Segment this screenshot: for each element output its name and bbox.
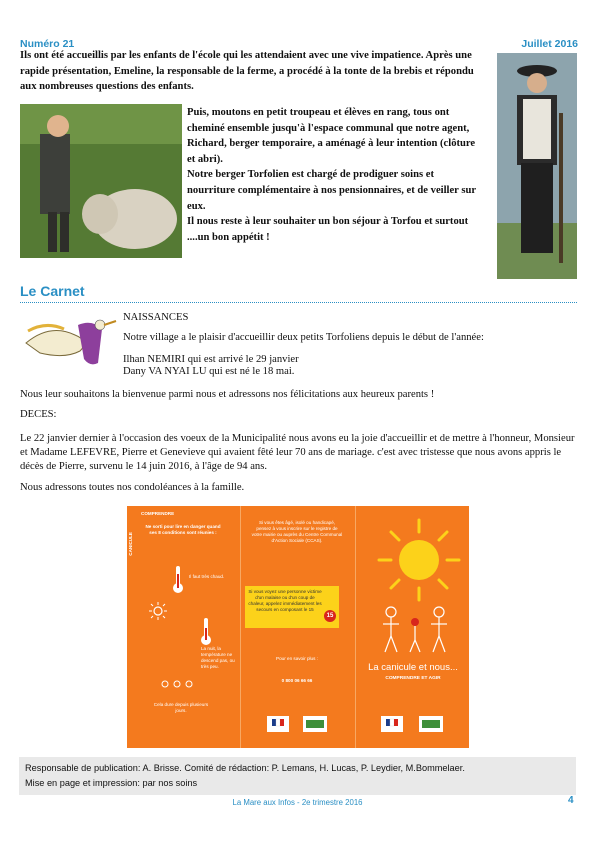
shepherd-photo xyxy=(497,53,577,279)
brochure-fold xyxy=(355,506,356,748)
brochure-middle-text: Si vous êtes âgé, isolé ou handicapé, pensez à vous inscrire sur le registre de votre mairie ou auprès du Centre Communal d'Action Sociale (CCAS). xyxy=(251,520,343,543)
brochure-note-heat: Il faut très chaud. xyxy=(189,574,225,579)
shepherd-line: Il nous reste à leur souhaiter un bon séjour à Torfou et surtout xyxy=(187,216,469,228)
family-illustration xyxy=(375,602,455,663)
brochure-fold xyxy=(240,506,241,748)
thermometer-icon xyxy=(171,564,185,599)
inpes-logo xyxy=(303,716,327,732)
sun-icon xyxy=(149,602,167,625)
shepherd-line: nourriture complémentaire à nos pensionnaires, et de veiller sur xyxy=(187,184,477,196)
shepherd-line: et abri). xyxy=(187,153,223,165)
intro-paragraph: Ils ont été accueillis par les enfants de l'école qui les attendaient avec une vive impatience. Après une rapide présentation, Emeline, la responsable de la ferme, a procédé à la tonte de la brebis et répondu aux nombreuses questions des enfants. xyxy=(20,50,474,93)
issue-date: Juillet 2016 xyxy=(521,38,578,50)
birth-entry: Ilhan NEMIRI qui est arrivé le 29 janvier xyxy=(123,354,299,365)
brochure-note-duration: Cela dure depuis plusieurs jours. xyxy=(153,702,209,713)
section-title-carnet: Le Carnet xyxy=(20,283,85,299)
republique-logo xyxy=(381,716,403,732)
section-divider xyxy=(20,302,577,303)
canicule-brochure xyxy=(127,506,469,748)
emergency-number: 15 xyxy=(324,610,336,622)
inpes-logo xyxy=(419,716,443,732)
shepherd-line: ....un bon appétit ! xyxy=(187,231,270,243)
congratulations-text: Nous leur souhaitons la bienvenue parmi nous et adressons nos félicitations aux heureux parents ! xyxy=(20,389,435,400)
brochure-more-info: Pour en savoir plus : xyxy=(276,656,318,661)
shepherd-line: cheminé ensemble jusqu'à l'espace communal que notre agent, xyxy=(187,122,470,134)
brochure-side-label: CANICULE xyxy=(128,532,133,556)
page-number: 4 xyxy=(568,795,574,806)
stork-clipart xyxy=(20,313,120,367)
sun-icon xyxy=(157,674,197,699)
shepherd-line: Richard, berger temporaire, a aménagé à leur intention (clôture xyxy=(187,138,476,150)
brochure-phone: 0 800 06 66 66 xyxy=(281,678,313,683)
naissances-heading: NAISSANCES xyxy=(123,312,189,323)
shepherd-line: eux. xyxy=(187,200,206,212)
brochure-right-subtitle: COMPRENDRE ET AGIR xyxy=(385,676,441,681)
deces-text: Le 22 janvier dernier à l'occasion des voeux de la Municipalité nous avons eu la joie d'accueillir et de mettre à l'honneur, Monsieur et Madame LEFEVRE, Pierre et Genevieve qui avaient fêté leur 70 ans de mariage. c'est avec tristesse que nous avons appris le décès de Pierre, survenu le 14 juin 2016, à l'âge de 94 ans. xyxy=(20,433,575,473)
brochure-right-title: La canicule et nous... xyxy=(368,662,458,673)
republique-logo xyxy=(267,716,289,732)
condoleances-text: Nous adressons toutes nos condoléances à la famille. xyxy=(20,482,245,493)
credits-line: Mise en page et impression: par nos soins xyxy=(25,778,198,788)
publication-title: La Mare aux Infos - 2e trimestre 2016 xyxy=(232,798,363,807)
sheep-shearing-photo xyxy=(20,104,182,258)
issue-number: Numéro 21 xyxy=(20,38,75,50)
shepherd-line: Notre berger Torfolien est chargé de prodiguer soins et xyxy=(187,169,434,181)
brochure-note-night: La nuit, la température ne descend pas, ou très peu. xyxy=(201,646,235,669)
brochure-left-title: Ne sorti pour lire en danger quand ses 8 conditions sont réunies : xyxy=(145,524,221,535)
shepherd-line: Puis, moutons en petit troupeau et élèves en rang, tous ont xyxy=(187,107,450,118)
birth-entry: Dany VA NYAI LU qui est né le 18 mai. xyxy=(123,366,295,377)
credits-line: Responsable de publication: A. Brisse. Comité de rédaction: P. Lemans, H. Lucas, P. Leydier, M.Bommelaer. xyxy=(25,763,465,773)
naissances-intro: Notre village a le plaisir d'accueillir deux petits Torfoliens depuis le début de l'année: xyxy=(123,332,484,343)
brochure-alert-text: Si vous voyez une personne victime d'un malaise ou d'un coup de chaleur, appelez immédiatement les secours en composant le 15 xyxy=(248,589,322,612)
deces-heading: DECES: xyxy=(20,409,57,420)
brochure-tab: COMPRENDRE xyxy=(141,511,175,516)
shepherd-paragraph xyxy=(187,105,492,245)
brochure-alert-box xyxy=(245,586,339,628)
credits-box xyxy=(19,757,576,795)
